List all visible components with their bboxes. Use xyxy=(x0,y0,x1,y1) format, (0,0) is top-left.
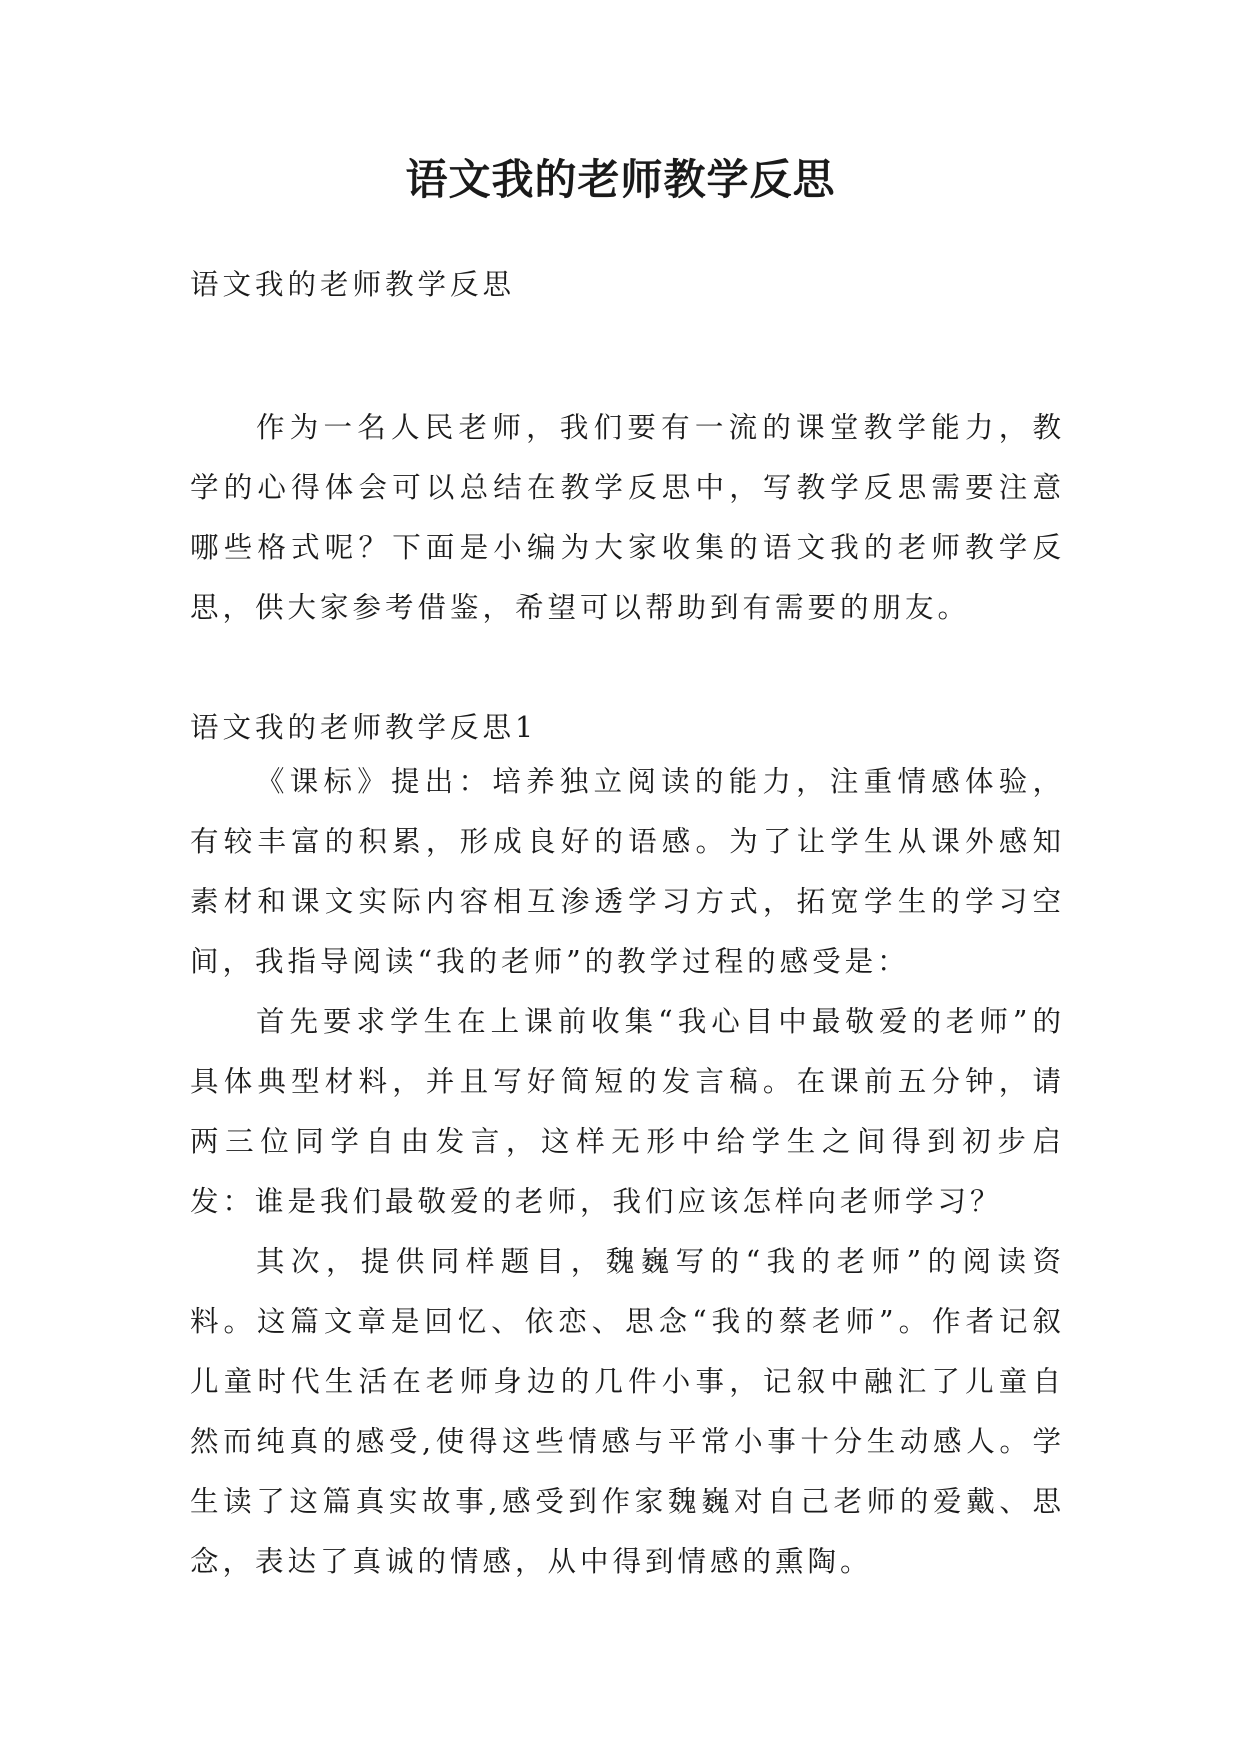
section-body xyxy=(190,752,1065,1592)
intro-paragraph: 作为一名人民老师，我们要有一流的课堂教学能力，教学的心得体会可以总结在教学反思中，写教学反思需要注意哪些格式呢？下面是小编为大家收集的语文我的老师教学反思，供大家参考借鉴，希望可以帮助到有需要的朋友。 xyxy=(190,411,1065,624)
section-paragraph: 其次，提供同样题目，魏巍写的“我的老师”的阅读资料。这篇文章是回忆、依恋、思念“我的蔡老师”。作者记叙儿童时代生活在老师身边的几件小事，记叙中融汇了儿童自然而纯真的感受,使得这些情感与平常小事十分生动感人。学生读了这篇真实故事,感受到作家魏巍对自己老师的爱戴、思念，表达了真诚的情感，从中得到情感的熏陶。 xyxy=(190,1245,1065,1578)
document-subtitle: 语文我的老师教学反思 xyxy=(190,268,516,301)
section-paragraph: 《课标》提出：培养独立阅读的能力，注重情感体验，有较丰富的积累，形成良好的语感。为了让学生从课外感知素材和课文实际内容相互渗透学习方式，拓宽学生的学习空间，我指导阅读“我的老师”的教学过程的感受是： xyxy=(190,765,1065,978)
section-heading: 语文我的老师教学反思1 xyxy=(190,711,538,744)
section-paragraph: 首先要求学生在上课前收集“我心目中最敬爱的老师”的具体典型材料，并且写好简短的发言稿。在课前五分钟，请两三位同学自由发言，这样无形中给学生之间得到初步启发：谁是我们最敬爱的老师，我们应该怎样向老师学习？ xyxy=(190,1005,1065,1218)
document-title: 语文我的老师教学反思 xyxy=(405,155,836,204)
